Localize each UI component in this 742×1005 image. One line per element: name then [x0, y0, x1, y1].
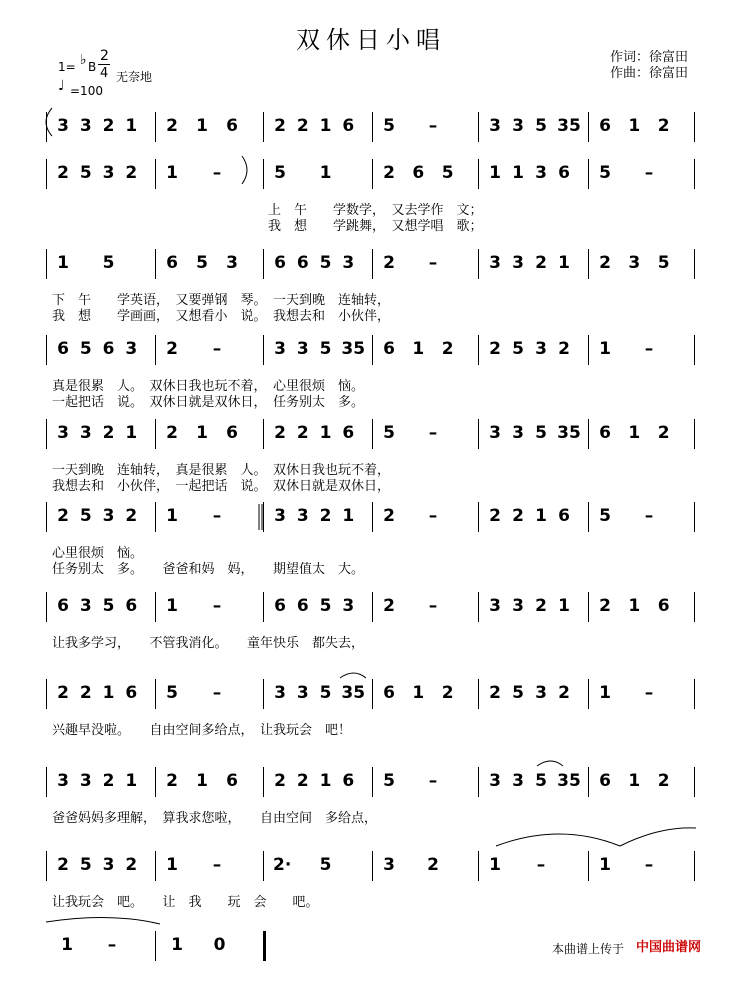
- note: 6: [383, 339, 395, 359]
- lyric-line: 一起把话 说。 双休日就是双休日， 任务别太 多。: [52, 395, 365, 410]
- lyric-line: 一天到晚 连轴转， 真是很累 人。 双休日我也玩不着，: [52, 463, 391, 478]
- note: 3: [512, 423, 524, 443]
- note: 3: [535, 683, 547, 703]
- note: 5: [599, 506, 611, 526]
- note: 1: [319, 163, 332, 183]
- note: 5: [535, 423, 547, 443]
- note: 3: [535, 163, 547, 183]
- note: 1: [61, 935, 73, 955]
- tie-slur: [340, 673, 366, 678]
- note: 2: [383, 253, 395, 273]
- note: 1: [196, 771, 208, 791]
- note: –: [644, 683, 654, 703]
- note: –: [536, 855, 546, 875]
- note: 2: [535, 253, 547, 273]
- lyric-line: 爸爸妈妈多理解， 算我求您啦， 自由空间 多给点，: [52, 811, 378, 826]
- note: 5: [657, 253, 670, 273]
- note: 5: [319, 339, 332, 359]
- note: 2: [383, 596, 395, 616]
- note: 1: [319, 771, 332, 791]
- note: 2: [441, 683, 454, 703]
- note: 6: [558, 163, 570, 183]
- note: 6: [342, 116, 355, 136]
- note: 3: [57, 116, 69, 136]
- note: 3: [102, 506, 115, 526]
- song-title: 双休日小唱: [296, 26, 446, 54]
- note: 2: [535, 596, 547, 616]
- note: 1: [125, 423, 138, 443]
- note: 1: [196, 116, 208, 136]
- note: 3: [342, 596, 355, 616]
- note: 2: [166, 116, 178, 136]
- key-one: 1=: [58, 60, 76, 74]
- tie-slur: [496, 834, 620, 846]
- note: 2: [125, 163, 138, 183]
- lyric-line: 让我多学习， 不管我消化。 童年快乐 都失去，: [52, 636, 365, 651]
- note: 1: [535, 506, 547, 526]
- note: –: [212, 163, 222, 183]
- note: –: [644, 163, 654, 183]
- note: 1: [628, 771, 641, 791]
- tie-slur: [46, 917, 160, 924]
- note: 3: [102, 855, 115, 875]
- note: 6: [296, 596, 309, 616]
- note: 6: [296, 253, 309, 273]
- note: 6: [383, 683, 395, 703]
- note: 2: [383, 506, 395, 526]
- note: 1: [489, 855, 501, 875]
- note: 6: [226, 771, 238, 791]
- note: –: [212, 339, 222, 359]
- tie-slur: [620, 828, 696, 846]
- note: 6: [342, 423, 355, 443]
- note: 6: [599, 423, 611, 443]
- note: 1: [166, 855, 178, 875]
- note: 5: [319, 683, 332, 703]
- note: 2: [512, 506, 524, 526]
- note: 1: [166, 163, 178, 183]
- note: 6: [57, 596, 69, 616]
- flat-icon: ♭: [80, 52, 87, 68]
- note: 2: [57, 855, 69, 875]
- note: 2: [383, 163, 395, 183]
- note: 3: [342, 253, 355, 273]
- note: 3: [226, 253, 238, 273]
- note: 2: [489, 683, 501, 703]
- note: 3: [79, 596, 92, 616]
- lyric-line: 让我玩会 吧。 让 我 玩 会 吧。: [52, 895, 319, 910]
- note: 2: [657, 771, 670, 791]
- note: 5: [274, 163, 286, 183]
- note: 3: [125, 339, 138, 359]
- lyric-line: 我 想 学跳舞， 又想学唱 歌；: [268, 219, 483, 234]
- note: 1: [171, 935, 183, 955]
- note: 2: [657, 423, 670, 443]
- note: –: [212, 683, 222, 703]
- note: 6: [125, 596, 138, 616]
- note: 5: [166, 683, 178, 703]
- note: 6: [226, 116, 238, 136]
- note: 1: [166, 596, 178, 616]
- note: 2: [102, 423, 115, 443]
- note: 3: [274, 506, 286, 526]
- note: 2: [166, 339, 178, 359]
- note: 35: [341, 683, 366, 703]
- note: 1: [125, 116, 138, 136]
- note: 2: [427, 855, 439, 875]
- note: 1: [512, 163, 524, 183]
- note: –: [212, 506, 222, 526]
- note: 3: [535, 339, 547, 359]
- note: 1: [628, 116, 641, 136]
- lyric-line: 我想去和 小伙伴， 一起把话 说。 双休日就是双休日，: [52, 479, 391, 494]
- note: 1: [412, 683, 425, 703]
- note: 3: [296, 683, 309, 703]
- note: –: [212, 596, 222, 616]
- note: 3: [512, 253, 524, 273]
- note: 1: [628, 596, 641, 616]
- note: –: [644, 855, 654, 875]
- note: 35: [557, 423, 581, 443]
- note: 3: [489, 423, 501, 443]
- note: 2: [274, 771, 286, 791]
- note: 3: [489, 116, 501, 136]
- note: 1: [599, 855, 611, 875]
- note: 2: [296, 423, 309, 443]
- note: 3: [274, 339, 286, 359]
- note: 35: [557, 771, 581, 791]
- note: 1: [319, 116, 332, 136]
- note: 3: [79, 116, 92, 136]
- note: 5: [102, 253, 115, 273]
- note: 5: [535, 771, 547, 791]
- note: 0: [213, 935, 226, 955]
- note: 35: [557, 116, 581, 136]
- note: 3: [512, 596, 524, 616]
- note: 6: [274, 253, 286, 273]
- note: 2: [599, 253, 611, 273]
- note: 5: [79, 339, 92, 359]
- note: 1: [196, 423, 208, 443]
- lyric-line: 我 想 学画画， 又想看小 说。 我想去和 小伙伴，: [52, 309, 391, 324]
- note: 2: [274, 423, 286, 443]
- tempo: =100: [70, 84, 103, 98]
- note: 6: [342, 771, 355, 791]
- note: –: [428, 423, 438, 443]
- note: 6: [599, 771, 611, 791]
- note: 5: [319, 855, 332, 875]
- note: 2: [102, 771, 115, 791]
- note: 3: [79, 423, 92, 443]
- note: 5: [79, 855, 92, 875]
- note: 2: [57, 683, 69, 703]
- note: –: [428, 596, 438, 616]
- note: 5: [383, 771, 395, 791]
- note: 3: [512, 771, 524, 791]
- note: 3: [296, 506, 309, 526]
- quarter-note-icon: ♩: [58, 78, 65, 94]
- note: –: [428, 116, 438, 136]
- note: –: [107, 935, 117, 955]
- lyric-line: 上 午 学数学， 又去学作 文；: [268, 203, 483, 218]
- note: 1: [628, 423, 641, 443]
- note: 2: [296, 771, 309, 791]
- note: 1: [319, 423, 332, 443]
- note: 6: [226, 423, 238, 443]
- note: 3: [383, 855, 395, 875]
- note: 1: [342, 506, 355, 526]
- note: 3: [57, 771, 69, 791]
- note: –: [644, 506, 654, 526]
- note: 2: [125, 855, 138, 875]
- site-logo: 中国曲谱网: [636, 940, 702, 955]
- note: 3: [296, 339, 309, 359]
- note: 3: [274, 683, 286, 703]
- note: 2: [319, 506, 332, 526]
- performance-marking: 无奈地: [116, 70, 153, 84]
- note: 5: [512, 683, 524, 703]
- note: 2·: [273, 855, 292, 875]
- note: 5: [102, 596, 115, 616]
- lyric-line: 下 午 学英语， 又要弹钢 琴。 一天到晚 连轴转，: [52, 293, 391, 308]
- note: 5: [383, 116, 395, 136]
- note: 3: [489, 771, 501, 791]
- lyricist: 作词：徐富田: [610, 50, 689, 65]
- note: 5: [535, 116, 547, 136]
- tie-slur: [537, 761, 563, 766]
- note: 1: [599, 339, 611, 359]
- note: 2: [489, 506, 501, 526]
- note: 1: [599, 683, 611, 703]
- lyric-line: 兴趣早没啦。 自由空间多给点， 让我玩会 吧！: [52, 723, 352, 738]
- note: 5: [599, 163, 611, 183]
- lyric-line: 任务别太 多。 爸爸和妈 妈， 期望值太 大。: [52, 562, 365, 577]
- note: 2: [558, 683, 570, 703]
- composer: 作曲：徐富田: [610, 66, 689, 81]
- note: –: [212, 855, 222, 875]
- repeat-bracket-left: [46, 108, 52, 136]
- repeat-bracket-right: [242, 156, 247, 184]
- note: 1: [412, 339, 425, 359]
- note: 3: [489, 253, 501, 273]
- lyric-line: 心里很烦 恼。: [52, 546, 144, 561]
- note: 6: [125, 683, 138, 703]
- note: 2: [441, 339, 454, 359]
- note: 6: [558, 506, 570, 526]
- note: 3: [57, 423, 69, 443]
- note: 6: [274, 596, 286, 616]
- note: 6: [166, 253, 178, 273]
- time-denominator: 4: [100, 66, 109, 81]
- note: 1: [102, 683, 115, 703]
- note: 2: [57, 506, 69, 526]
- note: –: [644, 339, 654, 359]
- note: 5: [383, 423, 395, 443]
- note: 5: [441, 163, 454, 183]
- note: 3: [489, 596, 501, 616]
- note: –: [428, 253, 438, 273]
- note: 1: [558, 596, 570, 616]
- note: 6: [599, 116, 611, 136]
- note: 2: [102, 116, 115, 136]
- note: 2: [599, 596, 611, 616]
- note: 1: [166, 506, 178, 526]
- note: 5: [79, 506, 92, 526]
- note: 6: [412, 163, 425, 183]
- note: 2: [57, 163, 69, 183]
- note: 6: [102, 339, 115, 359]
- note: 5: [319, 253, 332, 273]
- note: 3: [79, 771, 92, 791]
- footer-upload-text: 本曲谱上传于: [552, 942, 625, 956]
- note: 5: [196, 253, 208, 273]
- note: 6: [657, 596, 670, 616]
- note: –: [428, 506, 438, 526]
- note: 5: [319, 596, 332, 616]
- key-letter: B: [88, 60, 97, 74]
- note: 2: [166, 423, 178, 443]
- note: 2: [274, 116, 286, 136]
- note: 2: [558, 339, 570, 359]
- note: 5: [512, 339, 524, 359]
- note: 35: [341, 339, 366, 359]
- note: 3: [102, 163, 115, 183]
- note: 2: [296, 116, 309, 136]
- note: 2: [657, 116, 670, 136]
- note: 2: [125, 506, 138, 526]
- lyric-line: 真是很累 人。 双休日我也玩不着， 心里很烦 恼。: [52, 379, 365, 394]
- time-numerator: 2: [100, 48, 109, 64]
- note: 1: [57, 253, 69, 273]
- note: 3: [628, 253, 641, 273]
- note: 5: [79, 163, 92, 183]
- note: 2: [166, 771, 178, 791]
- note: 2: [489, 339, 501, 359]
- note: 2: [79, 683, 92, 703]
- note: 3: [512, 116, 524, 136]
- note: 1: [489, 163, 501, 183]
- note: 6: [57, 339, 69, 359]
- note: –: [428, 771, 438, 791]
- note: 1: [558, 253, 570, 273]
- note: 1: [125, 771, 138, 791]
